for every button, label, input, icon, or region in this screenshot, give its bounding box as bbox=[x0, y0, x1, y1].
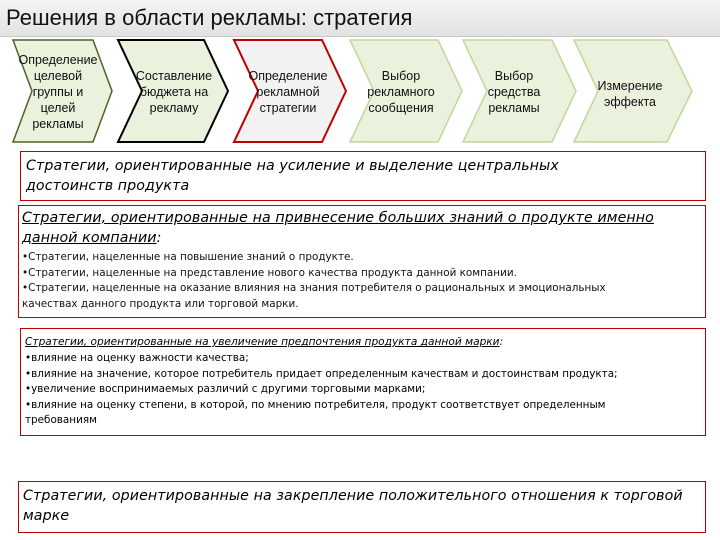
strategy-box-3 bbox=[20, 328, 706, 436]
slide-title: Решения в области рекламы: стратегия bbox=[6, 5, 413, 30]
list-item: •Стратегии, нацеленные на представление нового качества продукта данной компании. bbox=[22, 266, 517, 279]
strategy-box-3-heading-text: Стратегии, ориентированные на увеличение предпочтения продукта данной марки bbox=[25, 336, 500, 348]
list-item: •влияние на оценку степени, в которой, по мнению потребителя, продукт соответствует определенным bbox=[25, 398, 606, 411]
strategy-box-2-heading-colon: : bbox=[156, 230, 162, 246]
strategy-box-4-heading: Стратегии, ориентированные на закрепление положительного отношения к торговой марке bbox=[23, 488, 683, 524]
list-item: •увеличение воспринимаемых различий с другими торговыми марками; bbox=[25, 383, 426, 395]
strategy-box-3-list bbox=[25, 351, 701, 429]
strategy-box-1 bbox=[20, 151, 706, 201]
strategy-box-2-heading-text: Стратегии, ориентированные на привнесение больших знаний о продукте именно данной компании bbox=[22, 210, 654, 246]
strategy-box-2-heading bbox=[22, 208, 702, 248]
process-step-3-label: Определение рекламной стратегии bbox=[248, 69, 328, 115]
list-item: •влияние на значение, которое потребитель придает определенным качествам и достоинствам продукта; bbox=[25, 367, 618, 380]
list-item: качествах данного продукта или торговой марки. bbox=[22, 297, 299, 310]
list-item: •влияние на оценку важности качества; bbox=[25, 352, 249, 364]
strategy-box-3-heading bbox=[25, 335, 701, 350]
list-item: •Стратегии, нацеленные на оказание влияния на знания потребителя о рациональных и эмоциональных bbox=[22, 282, 606, 294]
process-step-1-label: Определение целевой группы и целей рекламы bbox=[18, 53, 98, 131]
process-step-2-label: Составление бюджета на рекламу bbox=[135, 69, 213, 115]
strategy-box-4 bbox=[18, 481, 706, 533]
process-step-6-label: Измерение эффекта bbox=[597, 79, 663, 109]
strategy-box-2 bbox=[18, 205, 706, 318]
strategy-box-1-heading: Стратегии, ориентированные на усиление и выделение центральных достоинств продукта bbox=[26, 158, 559, 194]
strategy-box-2-list bbox=[22, 250, 701, 312]
process-step-4-label: Выбор рекламного сообщения bbox=[367, 69, 435, 115]
list-item: требованиям bbox=[25, 414, 97, 426]
strategy-box-3-heading-colon: : bbox=[499, 336, 504, 348]
list-item: •Стратегии, нацеленные на повышение знаний о продукте. bbox=[22, 251, 354, 263]
process-step-5-label: Выбор средства рекламы bbox=[487, 69, 541, 115]
